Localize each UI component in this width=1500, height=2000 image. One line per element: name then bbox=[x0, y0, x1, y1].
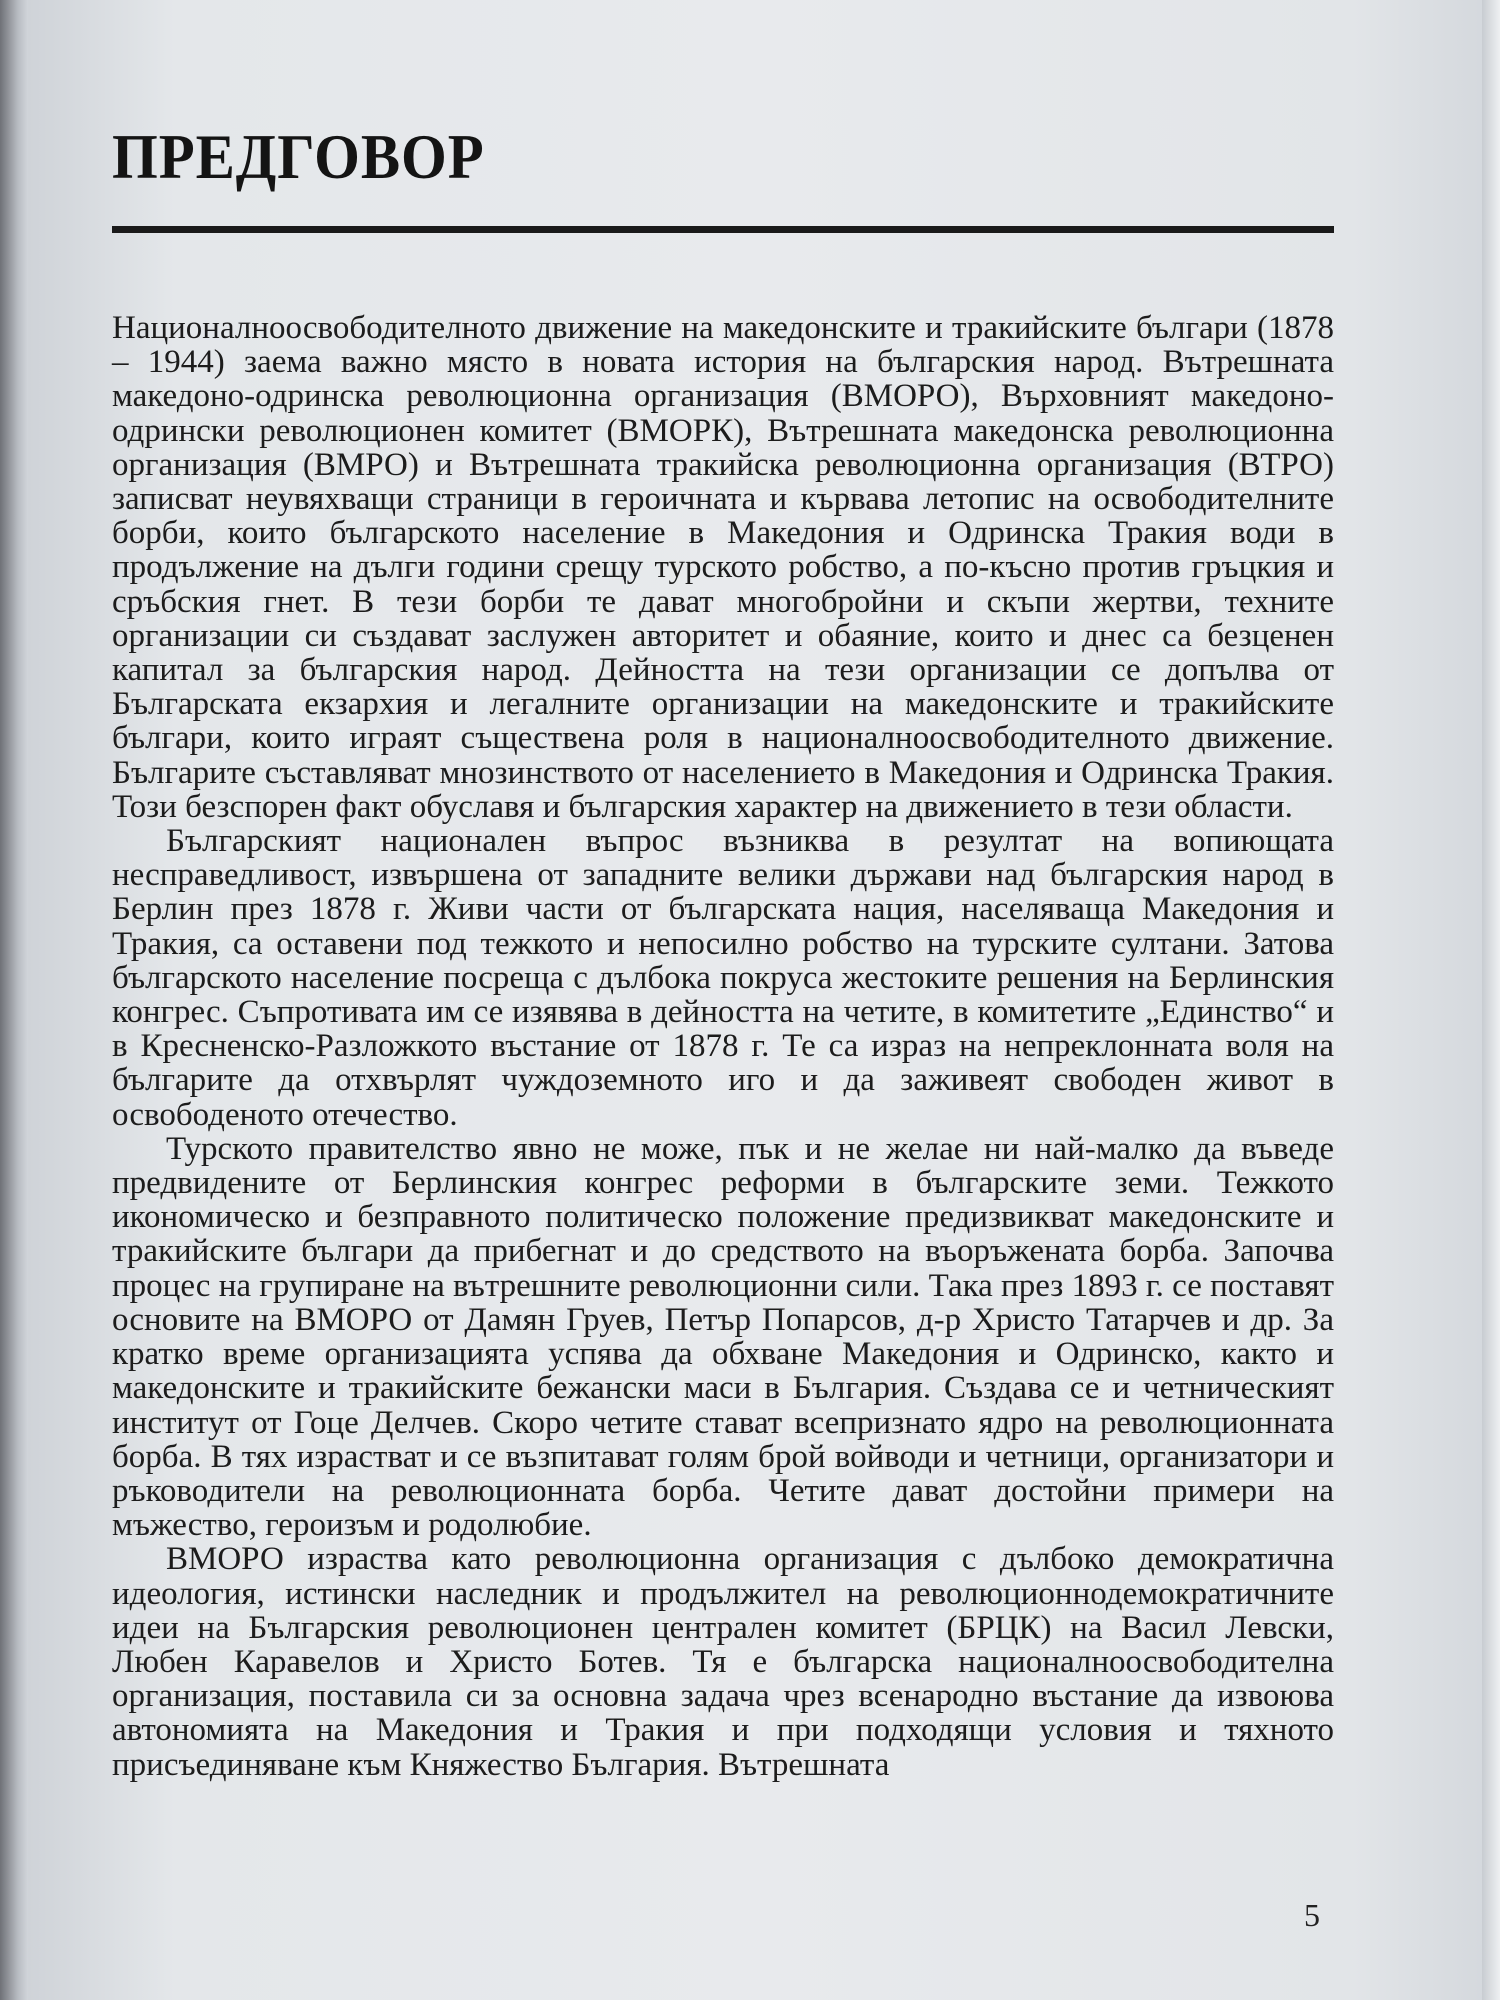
title-rule bbox=[112, 226, 1334, 233]
book-binding-shadow bbox=[0, 0, 30, 2000]
page-right-edge bbox=[1482, 0, 1500, 2000]
paragraph: Българският национален въпрос възниква в резултат на вопиющата несправедливост, извършена от западните велики държави над българския народ в Берлин през 1878 г. Живи части от българската нация, населяваща Македония и Тракия, са оставени под тежкото и непосилно робство на турските султани. Затова българското население посреща с дълбока покруса жестоките решения на Берлинския конгрес. Съпротивата им се изявява в дейността на четите, в комитетите „Единство“ и в Кресненско-Разложкото въстание от 1878 г. Те са израз на непреклонната воля на българите да отхвърлят чуждоземното иго и да заживеят свободен живот в освободеното отечество. bbox=[112, 823, 1334, 1133]
paragraph: Турското правителство явно не може, пък и не желае ни най-малко да въведе предвидените от Берлинския конгрес реформи в българските земи. Тежкото икономическо и безправното политическо положение предизвикват македонските и тракийските българи да прибегнат и до средството на въоръжената борба. Започва процес на групиране на вътрешните революционни сили. Така през 1893 г. се поставят основите на ВМОРО от Дамян Груев, Петър Попарсов, д-р Христо Татарчев и др. За кратко време организацията успява да обхване Македония и Одринско, както и македонските и тракийските бежански маси в България. Създава се и четническият институт от Гоце Делчев. Скоро четите стават всепризнато ядро на революционната борба. В тях израстват и се възпитават голям брой войводи и четници, организатори и ръководители на революционната борба. Четите дават достойни примери на мъжество, героизъм и родолюбие. bbox=[112, 1130, 1334, 1544]
paragraph: Националноосвободителното движение на македонските и тракийските българи (1878 – 1944) заема важно място в новата история на българския народ. Вътрешната македоно-одринска революционна организация (ВМОРО), Върховният македоно-одрински революционен комитет (ВМОРК), Вътрешната македонска революционна организация (ВМРО) и Вътрешната тракийска революционна организация (ВТРО) записват неувяхващи страници в героичната и кървава летопис на освободителните борби, които българското население в Македония и Одринска Тракия води в продължение на дълги години срещу турското робство, а по-късно против гръцкия и сръбския гнет. В тези борби те дават многобройни и скъпи жертви, техните организации си създават заслужен авторитет и обаяние, които и днес са безценен капитал за българския народ. Дейността на тези организации се допълва от Българската екзархия и легалните организации на македонските и тракийските българи, които играят съществена роля в националноосвободителното движение. Българите съставляват мнозинството от населението в Македония и Одринска Тракия. Този безспорен факт обуславя и българския характер на движението в тези области. bbox=[112, 310, 1334, 825]
body-text bbox=[112, 311, 1334, 1782]
paragraph: ВМОРО израства като революционна организация с дълбоко демократична идеология, истински наследник и продължител на революционнодемократичните идеи на Българския революционен централен комитет (БРЦК) на Васил Левски, Любен Каравелов и Христо Ботев. Тя е българска националноосвободителна организация, поставила си за основна задача чрез всенародно въстание да извоюва автономията на Македония и Тракия и при подходящи условия и тяхното присъединяване към Княжество България. Вътрешната bbox=[112, 1541, 1334, 1783]
page-title: ПРЕДГОВОР bbox=[112, 120, 485, 192]
page-number: 5 bbox=[1304, 1897, 1320, 1933]
